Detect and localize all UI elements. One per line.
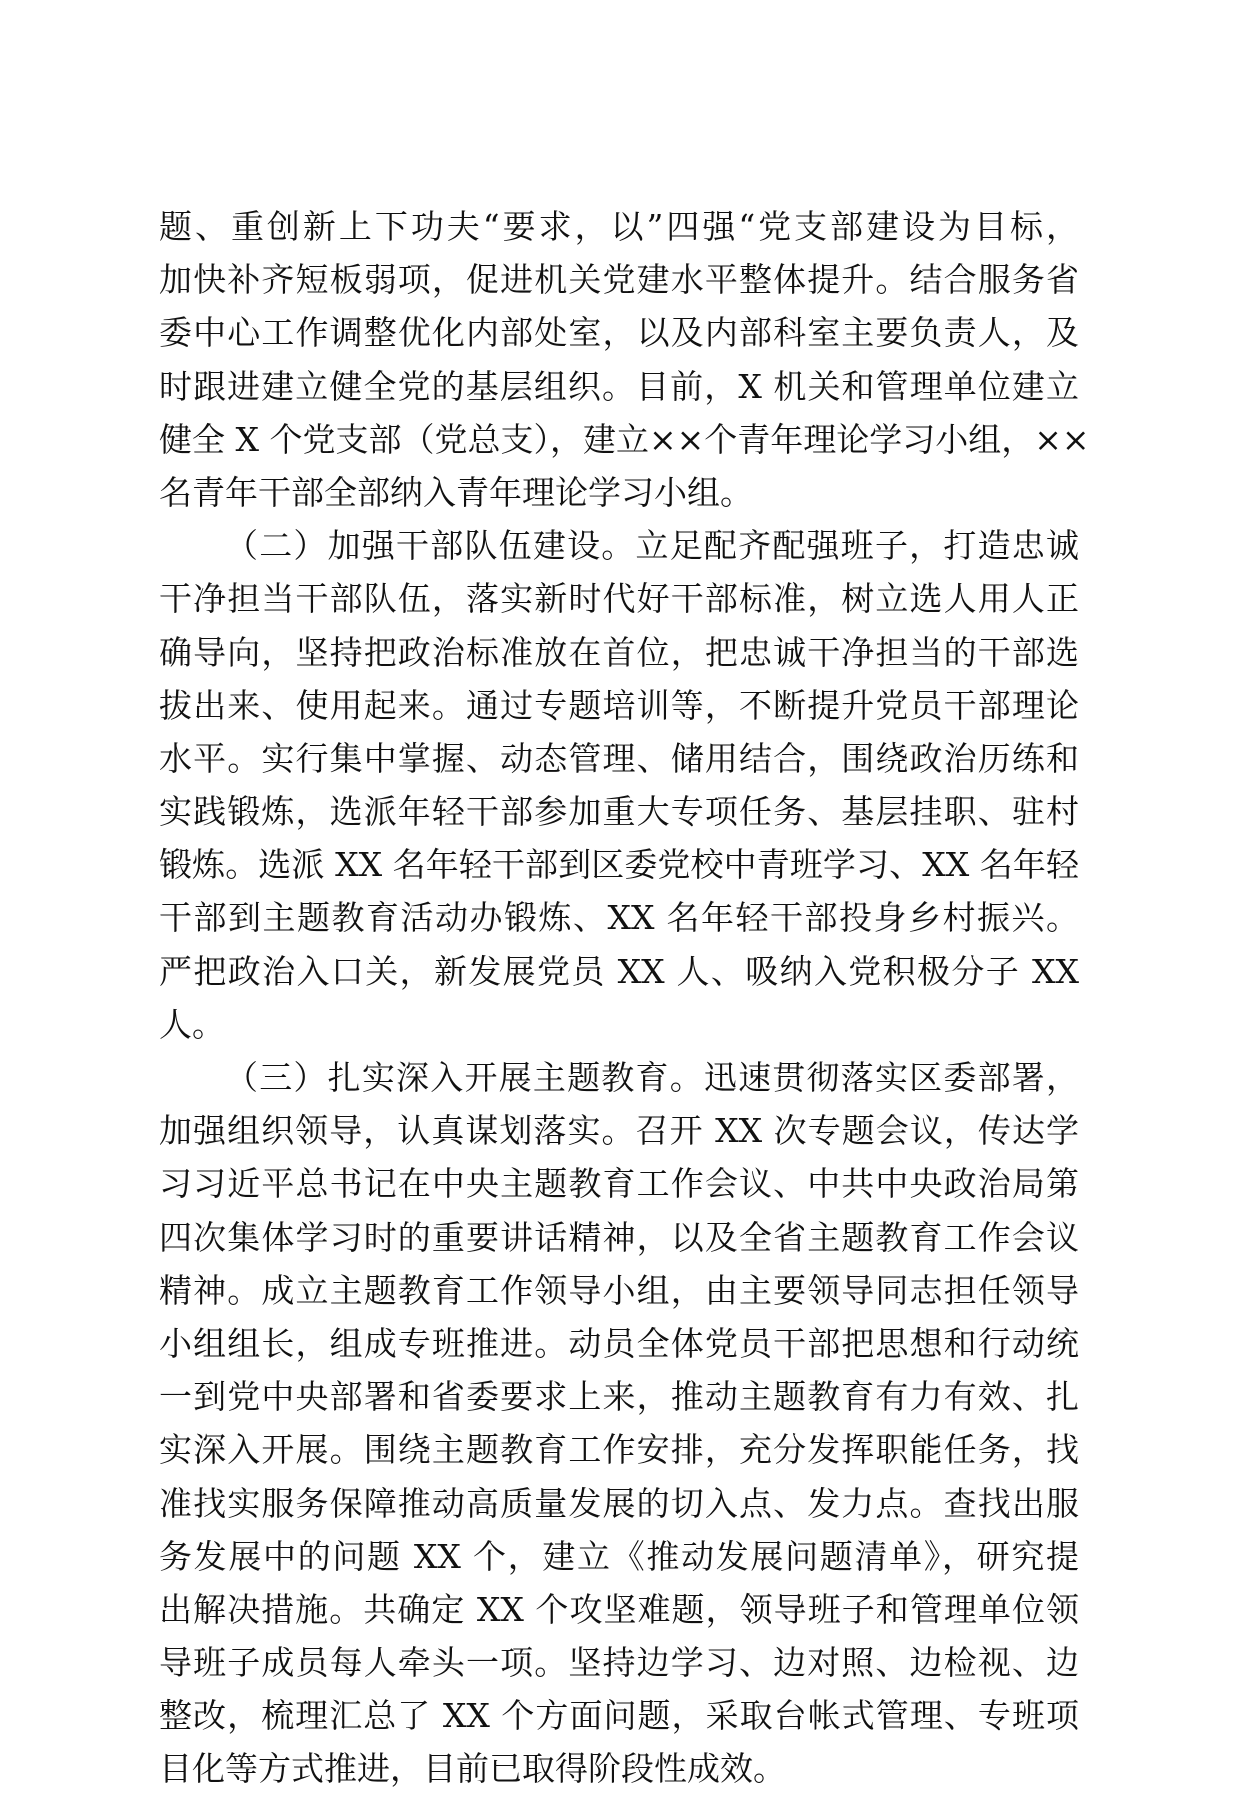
text-line: 加快补齐短板弱项，促进机关党建水平整体提升。结合服务省 bbox=[159, 260, 1079, 300]
paragraph bbox=[159, 1051, 1079, 1796]
text-line: 四次集体学习时的重要讲话精神，以及全省主题教育工作会议 bbox=[159, 1217, 1079, 1257]
text-line: 干净担当干部队伍，落实新时代好干部标准，树立选人用人正 bbox=[159, 579, 1079, 619]
text-line: 确导向，坚持把政治标准放在首位，把忠诚干净担当的干部选 bbox=[159, 632, 1079, 672]
text-line: 委中心工作调整优化内部处室，以及内部科室主要负责人，及 bbox=[159, 313, 1079, 353]
text-line: 水平。实行集中掌握、动态管理、储用结合，围绕政治历练和 bbox=[159, 738, 1079, 778]
text-line: （三）扎实深入开展主题教育。迅速贯彻落实区委部署， bbox=[225, 1058, 1079, 1097]
text-line: 小组组长，组成专班推进。动员全体党员干部把思想和行动统 bbox=[159, 1323, 1079, 1363]
text-line: （二）加强干部队伍建设。立足配齐配强班子，打造忠诚 bbox=[225, 526, 1079, 566]
text-line: 拔出来、使用起来。通过专题培训等，不断提升党员干部理论 bbox=[159, 685, 1079, 725]
document-body bbox=[159, 200, 1090, 1796]
text-line: 导班子成员每人牵头一项。坚持边学习、边对照、边检视、边 bbox=[159, 1643, 1079, 1683]
text-line: 锻炼。选派 XX 名年轻干部到区委党校中青班学习、XX 名年轻 bbox=[159, 845, 1079, 885]
paragraph bbox=[159, 200, 1090, 519]
paragraph bbox=[159, 519, 1079, 1051]
text-line: 加强组织领导，认真谋划落实。召开 XX 次专题会议，传达学 bbox=[159, 1111, 1079, 1151]
text-line: 出解决措施。共确定 XX 个攻坚难题，领导班子和管理单位领 bbox=[159, 1589, 1079, 1629]
text-line: 干部到主题教育活动办锻炼、XX 名年轻干部投身乡村振兴。 bbox=[159, 898, 1079, 938]
text-line: 时跟进建立健全党的基层组织。目前，X 机关和管理单位建立 bbox=[159, 366, 1079, 406]
text-line: 一到党中央部署和省委要求上来，推动主题教育有力有效、扎 bbox=[159, 1377, 1079, 1417]
text-line: 实践锻炼，选派年轻干部参加重大专项任务、基层挂职、驻村 bbox=[159, 792, 1079, 832]
text-line: 整改，梳理汇总了 XX 个方面问题，采取台帐式管理、专班项 bbox=[159, 1696, 1079, 1736]
text-line: 题、重创新上下功夫“要求，以”四强“党支部建设为目标， bbox=[159, 207, 1079, 246]
text-line: 健全 X 个党支部（党总支），建立××个青年理论学习小组，×× bbox=[159, 419, 1090, 459]
text-line: 精神。成立主题教育工作领导小组，由主要领导同志担任领导 bbox=[159, 1270, 1079, 1310]
text-line: 严把政治入口关，新发展党员 XX 人、吸纳入党积极分子 XX bbox=[159, 951, 1079, 991]
text-line: 目化等方式推进，目前已取得阶段性成效。 bbox=[159, 1749, 786, 1789]
text-line: 人。 bbox=[159, 1004, 225, 1044]
text-line: 实深入开展。围绕主题教育工作安排，充分发挥职能任务，找 bbox=[159, 1430, 1079, 1470]
text-line: 习习近平总书记在中央主题教育工作会议、中共中央政治局第 bbox=[159, 1164, 1079, 1204]
text-line: 准找实服务保障推动高质量发展的切入点、发力点。查找出服 bbox=[159, 1483, 1079, 1523]
text-line: 务发展中的问题 XX 个，建立《推动发展问题清单》，研究提 bbox=[159, 1536, 1079, 1576]
text-line: 名青年干部全部纳入青年理论学习小组。 bbox=[159, 472, 753, 512]
